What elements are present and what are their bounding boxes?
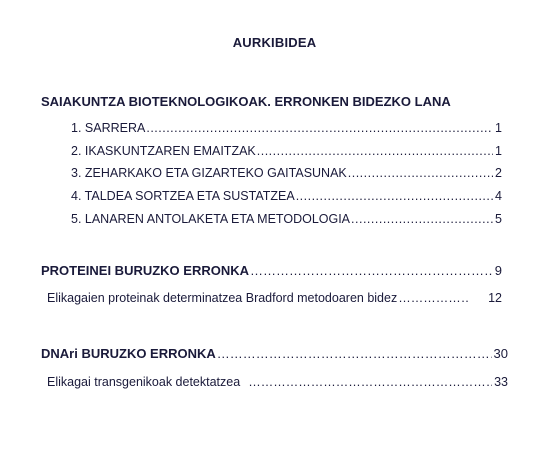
toc-entry[interactable] [71, 166, 502, 180]
toc-leader-dots [146, 121, 493, 135]
toc-leader-dots [217, 346, 492, 361]
toc-leader-dots [398, 291, 468, 305]
toc-entry[interactable] [71, 212, 502, 226]
toc-entry-label: Elikagai transgenikoak detektatzea [47, 375, 241, 389]
toc-entry[interactable] [71, 189, 502, 203]
toc-leader-dots [250, 263, 493, 278]
toc-entry-label: 4. TALDEA SORTZEA ETA SUSTATZEA [71, 189, 295, 203]
section-heading-proteins: PROTEINEI BURUZKO ERRONKA [41, 263, 250, 278]
toc-page-number: 33 [494, 375, 508, 389]
toc-page-number: 9 [494, 263, 502, 278]
toc-page-number: 5 [495, 212, 502, 226]
toc-page-number: 1 [495, 144, 502, 158]
toc-entry[interactable] [71, 144, 502, 158]
toc-entry-label: 5. LANAREN ANTOLAKETA ETA METODOLOGIA [71, 212, 351, 226]
toc-entry[interactable] [47, 375, 508, 389]
toc-leader-dots [351, 212, 493, 226]
section-heading-dna: DNAri BURUZKO ERRONKA [41, 346, 216, 361]
toc-page-number: 30 [493, 346, 508, 361]
toc-page-number: 2 [495, 166, 502, 180]
toc-entry[interactable] [47, 291, 502, 305]
toc-entry-label: 2. IKASKUNTZAREN EMAITZAK [71, 144, 256, 158]
toc-section-entry[interactable] [41, 263, 502, 278]
toc-leader-dots [296, 189, 493, 203]
toc-page-number: 12 [488, 291, 502, 305]
toc-leader-dots [248, 375, 492, 389]
toc-entry-label: 1. SARRERA [71, 121, 146, 135]
toc-leader-dots [257, 144, 493, 158]
page-title: AURKIBIDEA [232, 35, 317, 50]
toc-entry[interactable] [71, 121, 502, 135]
section-heading-biotech: SAIAKUNTZA BIOTEKNOLOGIKOAK. ERRONKEN BIDEZKO LANA [41, 94, 451, 109]
toc-entry-label: Elikagaien proteinak determinatzea Bradford metodoaren bidez [47, 291, 398, 305]
toc-page-number: 4 [495, 189, 502, 203]
toc-leader-dots [348, 166, 493, 180]
toc-page-number: 1 [495, 121, 502, 135]
toc-section-entry[interactable] [41, 346, 508, 361]
toc-entry-label: 3. ZEHARKAKO ETA GIZARTEKO GAITASUNAK [71, 166, 347, 180]
